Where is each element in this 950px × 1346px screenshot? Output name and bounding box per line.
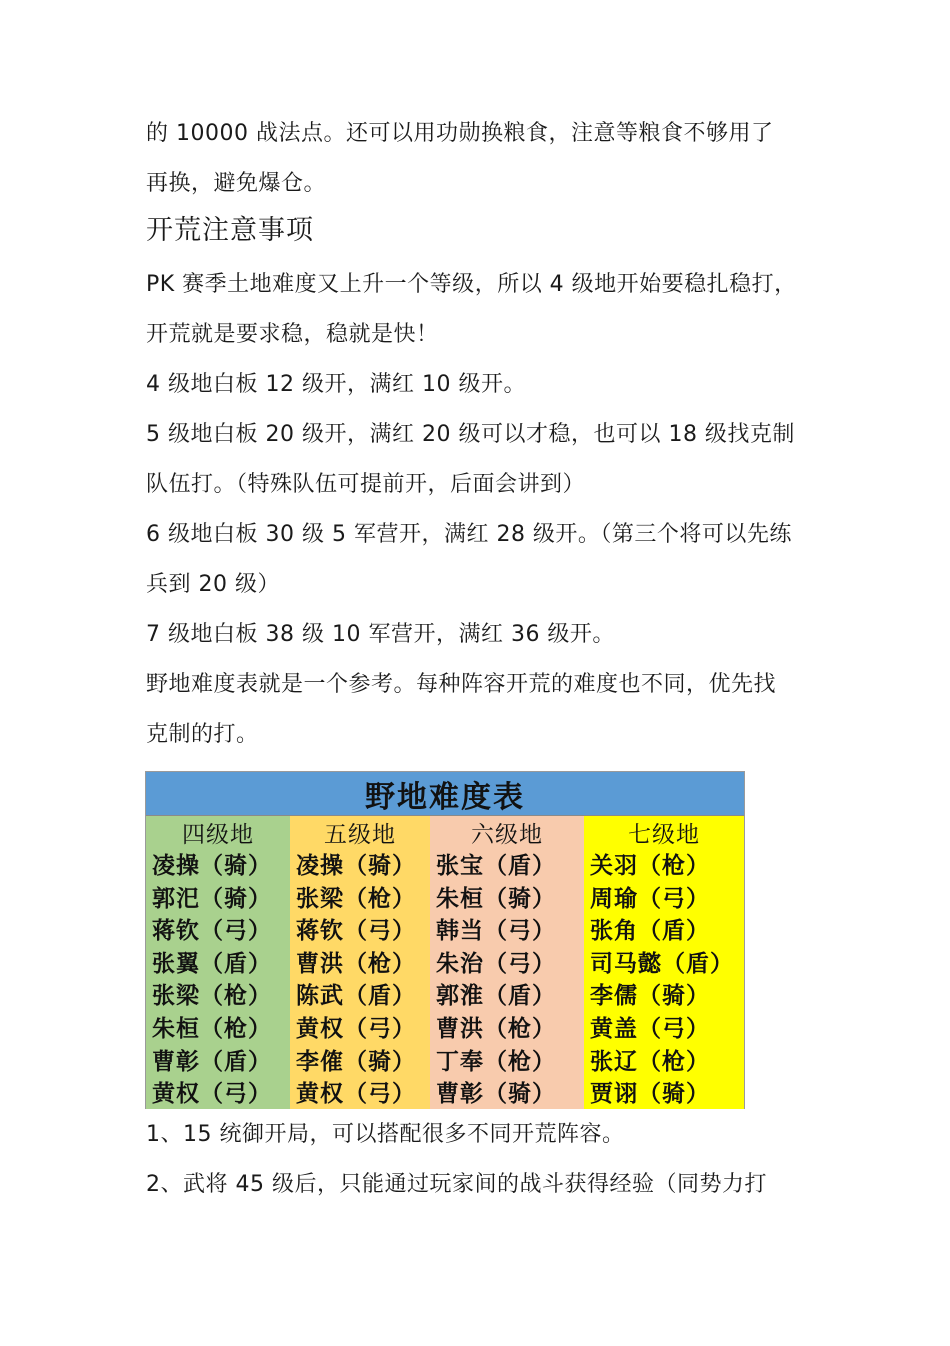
table-cell: 郭淮（盾） [436, 982, 556, 1010]
column-level-4 [146, 816, 290, 1109]
table-cell: 蒋钦（弓） [152, 917, 272, 945]
paragraph-line: 的 10000 战法点。还可以用功勋换粮食，注意等粮食不够用了 [146, 121, 774, 146]
table-cell: 朱桓（枪） [152, 1014, 272, 1042]
difficulty-table [145, 771, 745, 1109]
table-cell: 关羽（枪） [590, 852, 710, 879]
table-cell: 曹彰（盾） [152, 1047, 272, 1075]
table-cell: 曹彰（骑） [436, 1080, 556, 1108]
table-cell: 朱桓（骑） [436, 884, 556, 912]
table-cell: 蒋钦（弓） [296, 917, 416, 945]
table-cell: 黄权（弓） [152, 1080, 272, 1108]
table-cell: 曹洪（枪） [436, 1014, 556, 1042]
paragraph-line: 7 级地白板 38 级 10 军营开，满红 36 级开。 [146, 622, 615, 647]
table-cell: 张角（盾） [590, 917, 710, 945]
table-cell: 黄权（弓） [296, 1014, 416, 1042]
section-heading: 开荒注意事项 [146, 215, 314, 246]
list-item: 1、15 统御开局，可以搭配很多不同开荒阵容。 [146, 1122, 625, 1147]
column-header: 七级地 [628, 822, 700, 848]
column-level-7 [584, 816, 744, 1109]
paragraph-line: 兵到 20 级） [146, 572, 280, 597]
table-cell: 曹洪（枪） [296, 949, 416, 977]
column-level-6 [430, 816, 584, 1109]
table-cell: 陈武（盾） [296, 982, 416, 1010]
table-cell: 郭汜（骑） [152, 884, 272, 912]
paragraph-line: 开荒就是要求稳，稳就是快！ [146, 322, 439, 347]
table-cell: 李儒（骑） [590, 982, 710, 1010]
table-cell: 韩当（弓） [436, 917, 556, 945]
paragraph-line: 5 级地白板 20 级开，满红 20 级可以才稳，也可以 18 级找克制 [146, 422, 795, 447]
column-level-5 [290, 816, 430, 1109]
list-item: 2、武将 45 级后，只能通过玩家间的战斗获得经验（同势力打 [146, 1172, 767, 1197]
table-title: 野地难度表 [146, 772, 744, 816]
table-cell: 凌操（骑） [152, 852, 272, 879]
column-header: 四级地 [182, 822, 254, 848]
table-cell: 黄权（弓） [296, 1080, 416, 1108]
table-cell: 张梁（枪） [296, 884, 416, 912]
paragraph-line: 6 级地白板 30 级 5 军营开，满红 28 级开。（第三个将可以先练 [146, 522, 792, 547]
table-cell: 张宝（盾） [436, 852, 556, 879]
table-cell: 李傕（骑） [296, 1047, 416, 1075]
table-cell: 张翼（盾） [152, 949, 272, 977]
table-cell: 司马懿（盾） [590, 949, 734, 977]
column-header: 五级地 [324, 822, 396, 848]
table-cell: 朱治（弓） [436, 949, 556, 977]
table-cell: 黄盖（弓） [590, 1014, 710, 1042]
table-cell: 凌操（骑） [296, 852, 416, 879]
paragraph-line: 再换，避免爆仓。 [146, 171, 327, 196]
paragraph-line: 野地难度表就是一个参考。每种阵容开荒的难度也不同，优先找 [146, 672, 777, 697]
paragraph-line: 队伍打。（特殊队伍可提前开，后面会讲到） [146, 472, 586, 497]
paragraph-line: 克制的打。 [146, 722, 259, 747]
table-cell: 张辽（枪） [590, 1047, 710, 1075]
table-cell: 丁奉（枪） [436, 1047, 556, 1075]
table-cell: 贾诩（骑） [590, 1080, 710, 1108]
table-columns [146, 816, 744, 1109]
paragraph-line: 4 级地白板 12 级开，满红 10 级开。 [146, 372, 526, 397]
table-cell: 张梁（枪） [152, 982, 272, 1010]
column-header: 六级地 [471, 822, 543, 848]
table-cell: 周瑜（弓） [590, 884, 710, 912]
paragraph-line: PK 赛季土地难度又上升一个等级，所以 4 级地开始要稳扎稳打， [146, 272, 797, 297]
